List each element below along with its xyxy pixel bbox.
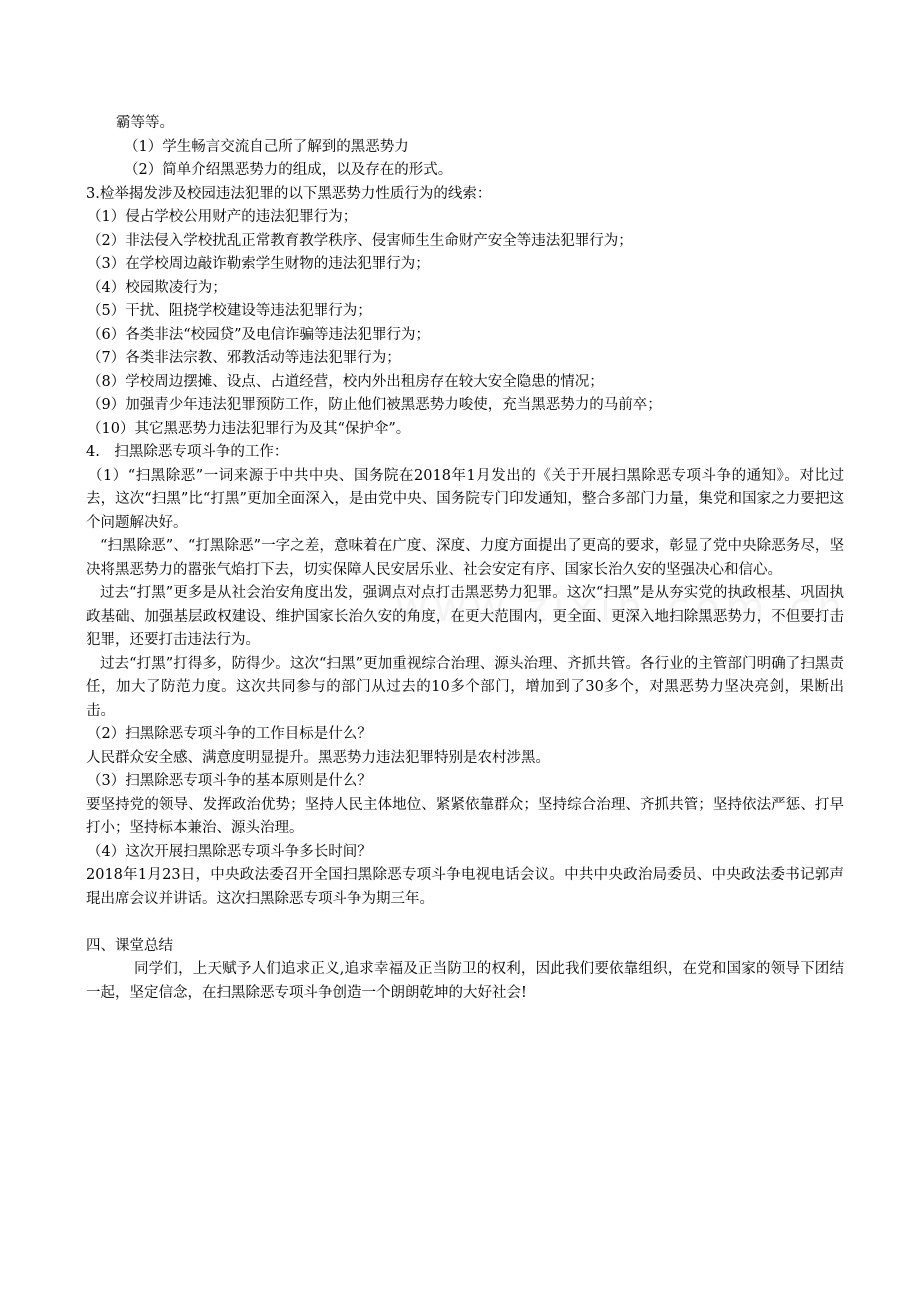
list-item: （8）学校周边摆摊、设点、占道经营，校内外出租房存在较大安全隐患的情况； xyxy=(87,373,604,390)
list-item: （4）校园欺凌行为； xyxy=(87,279,227,296)
list-item: （1）学生畅言交流自己所了解到的黑恶势力 xyxy=(124,138,409,155)
paragraph: “扫黑除恶”、“打黑除恶”一字之差，意味着在广度、深度、力度方面提出了更高的要求，彰显了党中央除恶务尽，坚决将黑恶势力的嚣张气焰打下去，切实保障人民安居乐业、社会安定有序、国家长治久安的坚强决心和信心。 xyxy=(86,538,844,578)
paragraph: 同学们，上天赋予人们追求正义,追求幸福及正当防卫的权利，因此我们要依靠组织，在党和国家的领导下团结一起，坚定信念，在扫黑除恶专项斗争创造一个朗朗乾坤的大好社会! xyxy=(86,961,844,1001)
list-item: （5）干扰、阻挠学校建设等违法犯罪行为； xyxy=(87,303,372,319)
list-item: （2）简单介绍黑恶势力的组成，以及存在的形式。 xyxy=(124,162,453,178)
paragraph: 过去“打黑”打得多，防得少。这次“扫黑”更加重视综合治理、源头治理、齐抓共管。各行业的主管部门明确了扫黑责任，加大了防范力度。这次共同参与的部门从过去的10多个部门，增加到了30多个，对黑恶势力坚决亮剑，果断出击。 xyxy=(86,655,844,719)
section-heading: 四、课堂总结 xyxy=(86,937,173,954)
answer: 人民群众安全感、满意度明显提升。黑恶势力违法犯罪特别是农村涉黑。 xyxy=(86,749,550,766)
section-heading: 3.检举揭发涉及校园违法犯罪的以下黑恶势力性质行为的线索： xyxy=(86,185,492,202)
question: （3）扫黑除恶专项斗争的基本原则是什么？ xyxy=(87,773,372,789)
text-line: 霸等等。 xyxy=(116,115,174,131)
answer: 2018年1月23日，中央政法委召开全国扫黑除恶专项斗争电视电话会议。中共中央政治局委员、中央政法委书记郭声琨出席会议并讲话。这次扫黑除恶专项斗争为期三年。 xyxy=(86,867,844,907)
answer: 要坚持党的领导、发挥政治优势；坚持人民主体地位、紧紧依靠群众；坚持综合治理、齐抓共管；坚持依法严惩、打早打小；坚持标本兼治、源头治理。 xyxy=(86,796,844,836)
paragraph: （1）“扫黑除恶”一词来源于中共中央、国务院在2018年1月发出的《关于开展扫黑除恶专项斗争的通知》。对比过去，这次“扫黑”比“打黑”更加全面深入，是由党中央、国务院专门印发通知，整合多部门力量，集党和国家之力要把这个问题解决好。 xyxy=(86,467,844,531)
section-heading: 4. 扫黑除恶专项斗争的工作： xyxy=(86,444,289,460)
list-item: （3）在学校周边敲诈勒索学生财物的违法犯罪行为； xyxy=(87,256,430,272)
document-body xyxy=(86,112,844,1005)
list-item: （1）侵占学校公用财产的违法犯罪行为； xyxy=(87,209,358,225)
list-item: （10）其它黑恶势力违法犯罪行为及其“保护伞”。 xyxy=(87,420,411,437)
list-item: （7）各类非法宗教、邪教活动等违法犯罪行为； xyxy=(87,350,401,366)
spacer xyxy=(86,911,844,935)
paragraph: 过去“打黑”更多是从社会治安角度出发，强调点对点打击黑恶势力犯罪。这次“扫黑”是从夯实党的执政根基、巩固执政基础、加强基层政权建设、维护国家长治久安的角度，在更大范围内，更全面、更深入地扫除黑恶势力，不但要打击犯罪，还要打击违法行为。 xyxy=(86,585,844,648)
list-item: （2）非法侵入学校扰乱正常教育教学秩序、侵害师生生命财产安全等违法犯罪行为； xyxy=(87,232,633,249)
question: （4）这次开展扫黑除恶专项斗争多长时间？ xyxy=(87,843,372,860)
list-item: （9）加强青少年违法犯罪预防工作，防止他们被黑恶势力唆使，充当黑恶势力的马前卒； xyxy=(87,397,662,413)
question: （2）扫黑除恶专项斗争的工作目标是什么？ xyxy=(87,726,372,742)
list-item: （6）各类非法“校园贷”及电信诈骗等违法犯罪行为； xyxy=(87,326,431,343)
